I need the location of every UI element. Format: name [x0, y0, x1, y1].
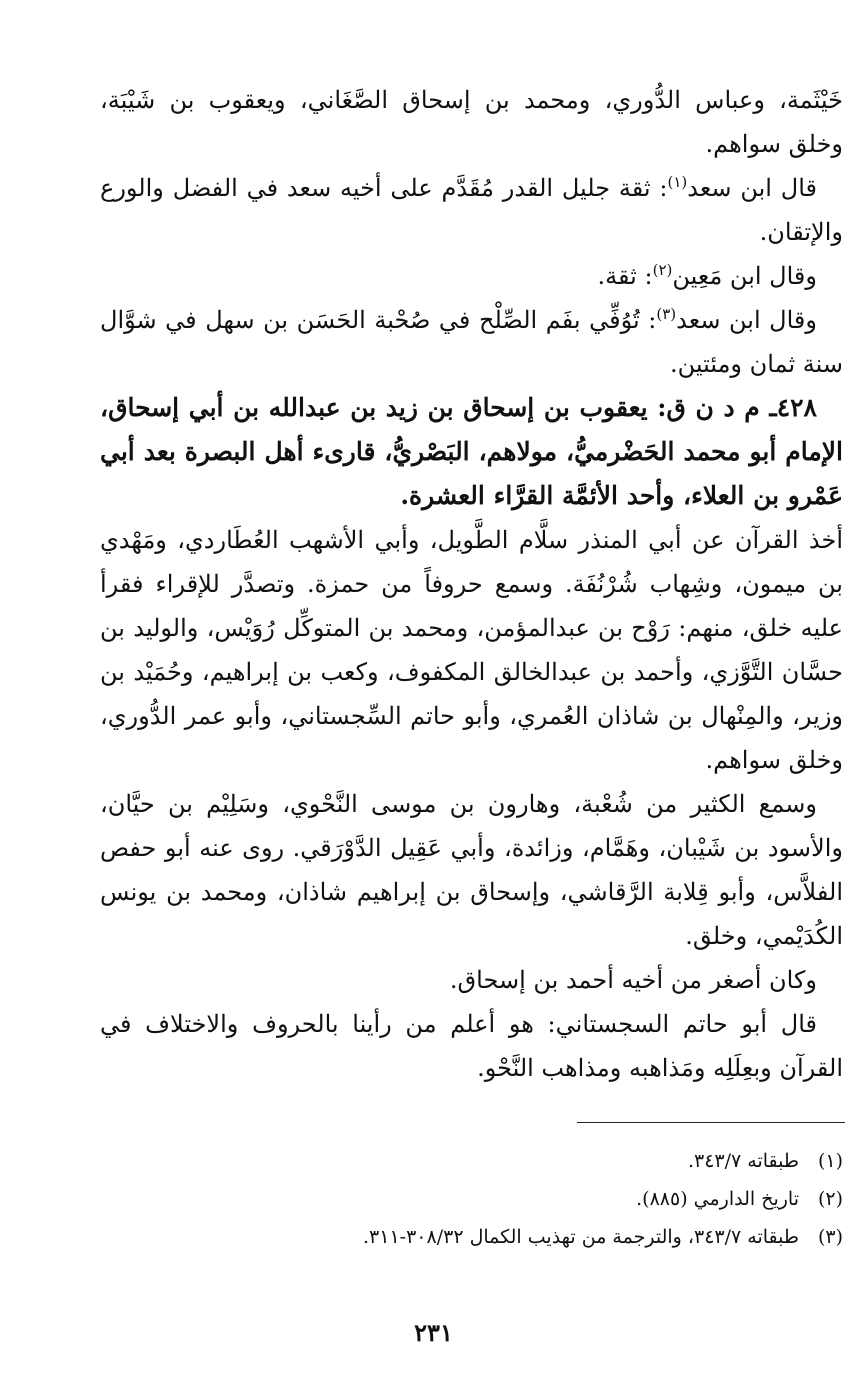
footnote-ref: (٢): [652, 261, 673, 279]
entry-paragraph: وسمع الكثير من شُعْبة، وهارون بن موسى النَّحْوي، وسَلِيْم بن حيَّان، والأسود بن شَيْبان، وهَمَّام، وزائدة، وأبي عَقِيل الدَّوْرَقي. روى عنه أبو حفص الفلاَّس، وأبو قِلابة الرَّقاشي، وإسحاق بن إبراهيم شاذان، ومحمد بن يونس الكُدَيْمي، وخلق.: [100, 790, 843, 950]
footnote-ref: (٣): [656, 305, 677, 323]
paragraph-text: وقال ابن سعد: [676, 306, 817, 334]
footnote-text: طبقاته ٣٤٣/٧، والترجمة من تهذيب الكمال ٣٠٨/٣٢-٣١١.: [363, 1226, 799, 1248]
footnote-divider: [577, 1122, 845, 1123]
paragraph-ibn-saad-3: [100, 298, 843, 386]
entry-paragraph: وكان أصغر من أخيه أحمد بن إسحاق.: [449, 966, 817, 994]
entry-paragraph: قال أبو حاتم السجستاني: هو أعلم من رأينا بالحروف والاختلاف في القرآن وبعِلَلِه ومَذاهبه ومذاهب النَّحْو.: [100, 1010, 843, 1082]
entry-paragraph: أخذ القرآن عن أبي المنذر سلَّام الطَّويل، وأبي الأشهب العُطَاردي، ومَهْدي بن ميمون، وشِهاب شُرْنُفَة. وسمع حروفاً من حمزة. وتصدَّر للإقراء فقرأ عليه خلق، منهم: رَوْح بن عبدالمؤمن، ومحمد بن المتوكِّل رُوَيْس، والوليد بن حسَّان التَّوَّزي، وأحمد بن عبدالخالق المكفوف، وكعب بن إبراهيم، وحُمَيْد بن وزير، والمِنْهال بن شاذان العُمري، وأبو حاتم السِّجستاني، وأبو عمر الدُّوري، وخلق سواهم.: [100, 526, 844, 774]
footnote-text: تاريخ الدارمي (٨٨٥).: [636, 1188, 799, 1210]
main-text: [100, 78, 843, 1090]
footnote-number: (٣): [817, 1226, 843, 1248]
paragraph-text: وقال ابن مَعِين: [672, 262, 817, 290]
paragraph-text: : ثقة جليل القدر مُقَدَّم على أخيه سعد في الفضل والورع والإتقان.: [100, 174, 843, 246]
footnote-item: [100, 1180, 843, 1218]
footnote-ref: (١): [667, 173, 688, 191]
footnote-text: طبقاته ٣٤٣/٧.: [687, 1150, 799, 1172]
footnote-item: [100, 1218, 843, 1256]
paragraph-text: : تُوُفِّي بفَم الصِّلْح في صُحْبة الحَسَن بن سهل في شوَّال سنة ثمان ومئتين.: [100, 306, 843, 378]
entry-heading: ٤٢٨ـ م د ن ق: يعقوب بن إسحاق بن زيد بن عبدالله بن أبي إسحاق، الإمام أبو محمد الحَضْرميُّ، مولاهم، البَصْريُّ، قارىء أهل البصرة بعد أبي عَمْرو بن العلاء، وأحد الأئمَّة القرَّاء العشرة.: [100, 393, 843, 510]
paragraph-text: : ثقة.: [597, 262, 653, 290]
paragraph-text: قال ابن سعد: [687, 174, 817, 202]
footnotes: [100, 1142, 843, 1256]
paragraph-ibn-main: [100, 254, 843, 298]
page-number: ٢٣١: [414, 1318, 453, 1347]
footnote-number: (١): [817, 1150, 843, 1172]
paragraph-continuation: خَيْثَمة، وعباس الدُّوري، ومحمد بن إسحاق الصَّغَاني، ويعقوب بن شَيْبَة، وخلق سواهم.: [100, 86, 843, 158]
footnote-item: [100, 1142, 843, 1180]
footnote-number: (٢): [817, 1188, 843, 1210]
paragraph-ibn-saad-1: [100, 166, 843, 254]
